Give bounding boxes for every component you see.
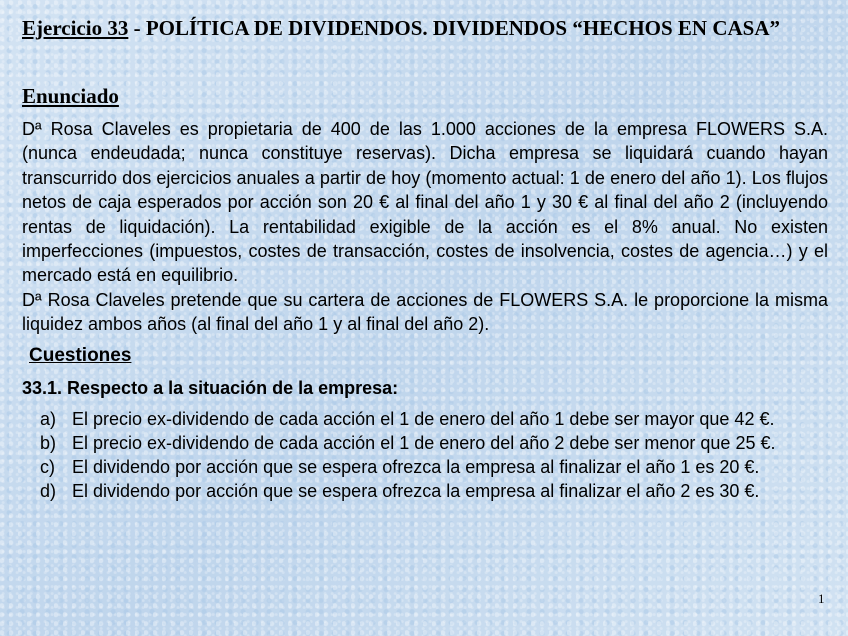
enunciado-heading: Enunciado (22, 84, 119, 108)
option-text: El dividendo por acción que se espera ofrezca la empresa al finalizar el año 2 es 30 €. (72, 481, 760, 501)
exercise-title (22, 14, 822, 42)
cuestiones-heading: Cuestiones (29, 345, 132, 366)
exercise-number: Ejercicio 33 (22, 16, 129, 40)
option-c (22, 455, 828, 479)
option-letter: b) (40, 433, 57, 453)
option-text: El dividendo por acción que se espera ofrezca la empresa al finalizar el año 1 es 20 €. (72, 457, 760, 477)
statement-paragraph-2: Dª Rosa Claveles pretende que su cartera de acciones de FLOWERS S.A. le proporcione la misma liquidez ambos años (al final del año 1 y al final del año 2). (22, 289, 828, 335)
option-text: El precio ex-dividendo de cada acción el 1 de enero del año 2 debe ser menor que 25 €. (72, 433, 776, 453)
statement-text (22, 117, 828, 337)
answer-options (22, 407, 828, 503)
option-letter: d) (40, 481, 57, 501)
option-d (22, 479, 828, 503)
option-text: El precio ex-dividendo de cada acción el 1 de enero del año 1 debe ser mayor que 42 €. (72, 409, 775, 429)
option-b (22, 431, 828, 455)
option-a (22, 407, 828, 431)
question-heading: 33.1. Respecto a la situación de la empresa: (22, 378, 399, 398)
option-letter: c) (40, 457, 55, 477)
exercise-topic: - POLÍTICA DE DIVIDENDOS. DIVIDENDOS “HECHOS EN CASA” (128, 16, 781, 40)
statement-paragraph-1: Dª Rosa Claveles es propietaria de 400 de las 1.000 acciones de la empresa FLOWERS S.A. (nunca endeudada; nunca constituye reservas). Dicha empresa se liquidará cuando hayan transcurrido dos ejercicios anuales a partir de hoy (momento actual: 1 de enero del año 1). Los flujos netos de caja esperados por acción son 20 € al final del año 1 y 30 € al final del año 2 (incluyendo rentas de liquidación). La rentabilidad exigible de la acción es el 8% anual. No existen imperfecciones (impuestos, costes de transacción, costes de insolvencia, costes de agencia…) y el mercado está en equilibrio. (22, 119, 828, 286)
option-letter: a) (40, 409, 57, 429)
page-number: 1 (818, 591, 825, 606)
